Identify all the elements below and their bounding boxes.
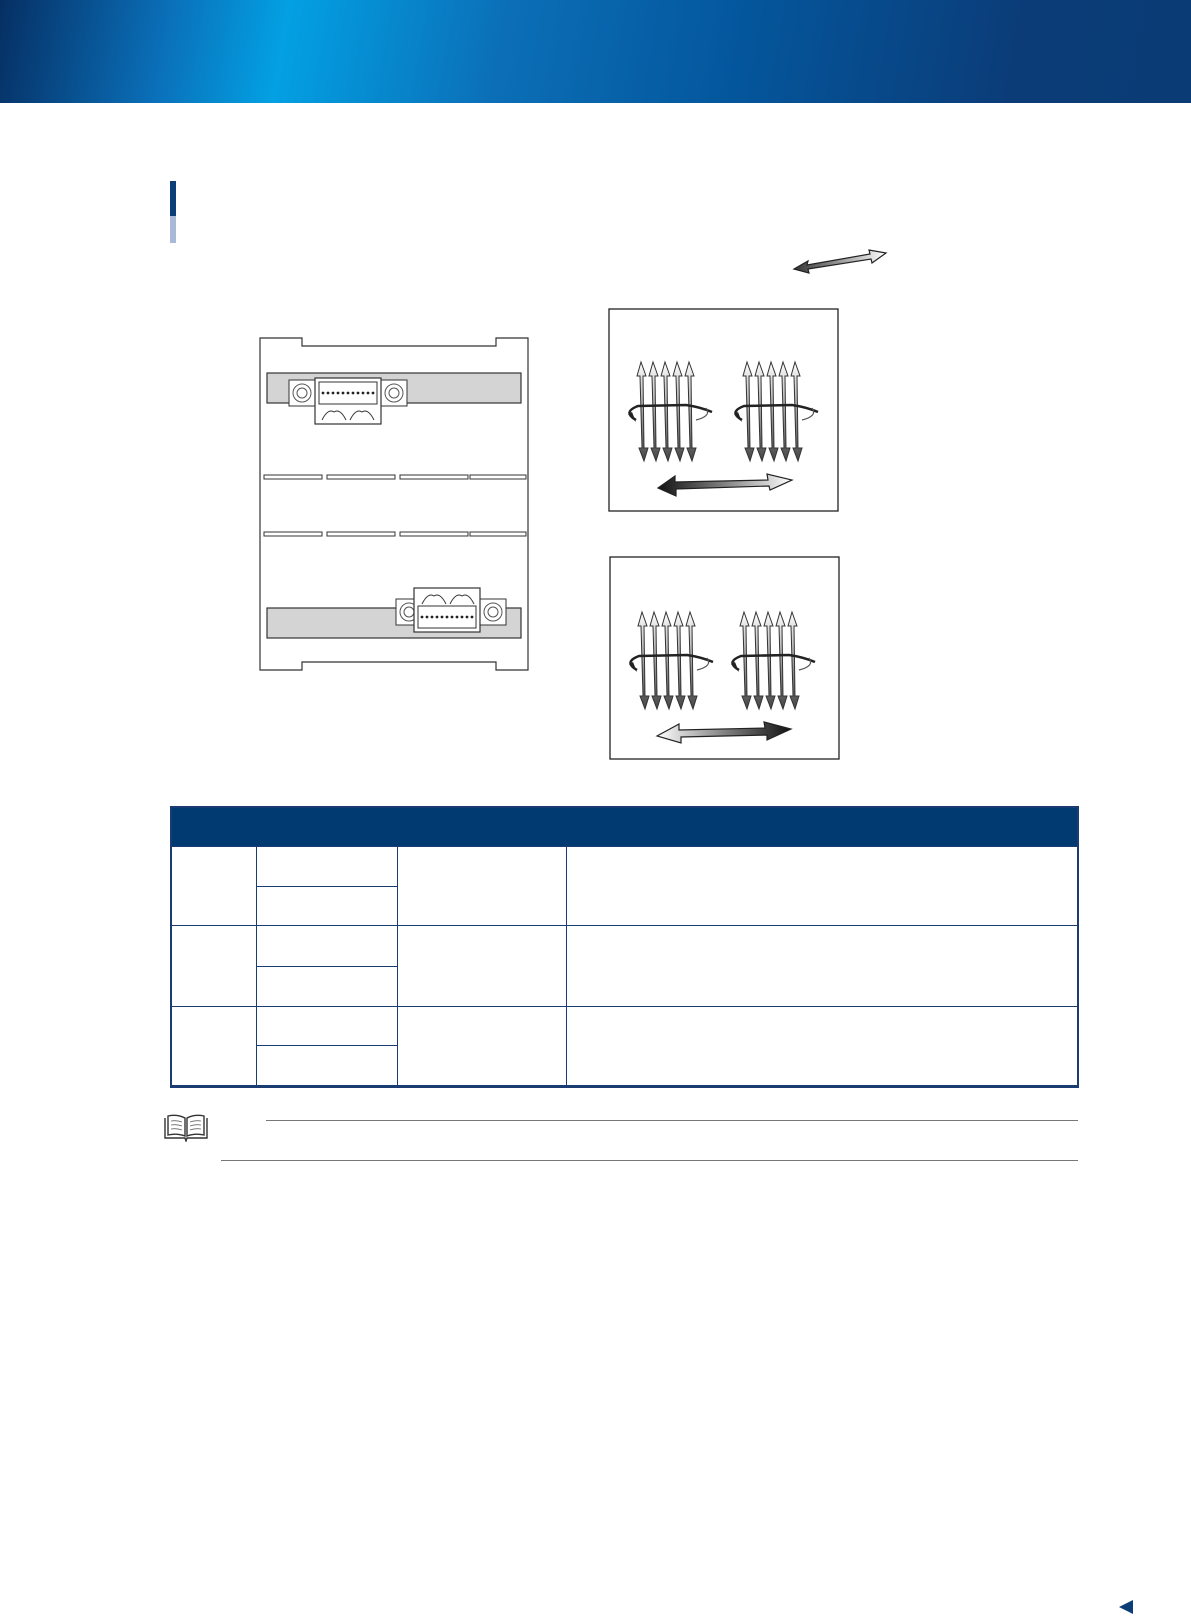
device-front-panel-icon — [258, 336, 532, 674]
book-icon — [163, 1114, 209, 1142]
table-cell — [257, 926, 398, 967]
section-marker — [170, 181, 176, 243]
table-cell — [398, 1006, 567, 1085]
table-header-cell — [171, 806, 398, 847]
table-cell — [171, 1006, 257, 1085]
table-header-cell — [398, 806, 567, 847]
table-cell — [398, 926, 567, 1006]
table-cell — [257, 1046, 398, 1086]
previous-page-icon[interactable] — [1119, 1600, 1133, 1614]
table-header-row — [171, 806, 1079, 847]
table-cell — [171, 847, 257, 926]
twisted-pair-crossover-icon — [608, 308, 839, 512]
table-row — [171, 926, 1079, 967]
table-cell — [257, 847, 398, 887]
table-cell — [171, 926, 257, 1006]
table-row — [171, 1006, 1079, 1046]
table-cell — [567, 926, 1079, 1006]
table-cell — [257, 886, 398, 926]
table-cell — [398, 847, 567, 926]
note-bottom-rule — [221, 1160, 1078, 1161]
note-top-rule — [266, 1120, 1078, 1121]
table-row — [171, 847, 1079, 887]
table-header-cell — [567, 806, 1079, 847]
table-cell — [257, 1006, 398, 1046]
table-cell — [567, 847, 1079, 926]
data-table — [170, 806, 1079, 1086]
header-banner — [0, 0, 1191, 103]
table-cell — [567, 1006, 1079, 1085]
twisted-pair-straight-icon — [609, 556, 840, 760]
table-cell — [257, 966, 398, 1006]
double-arrow-icon — [792, 244, 892, 276]
